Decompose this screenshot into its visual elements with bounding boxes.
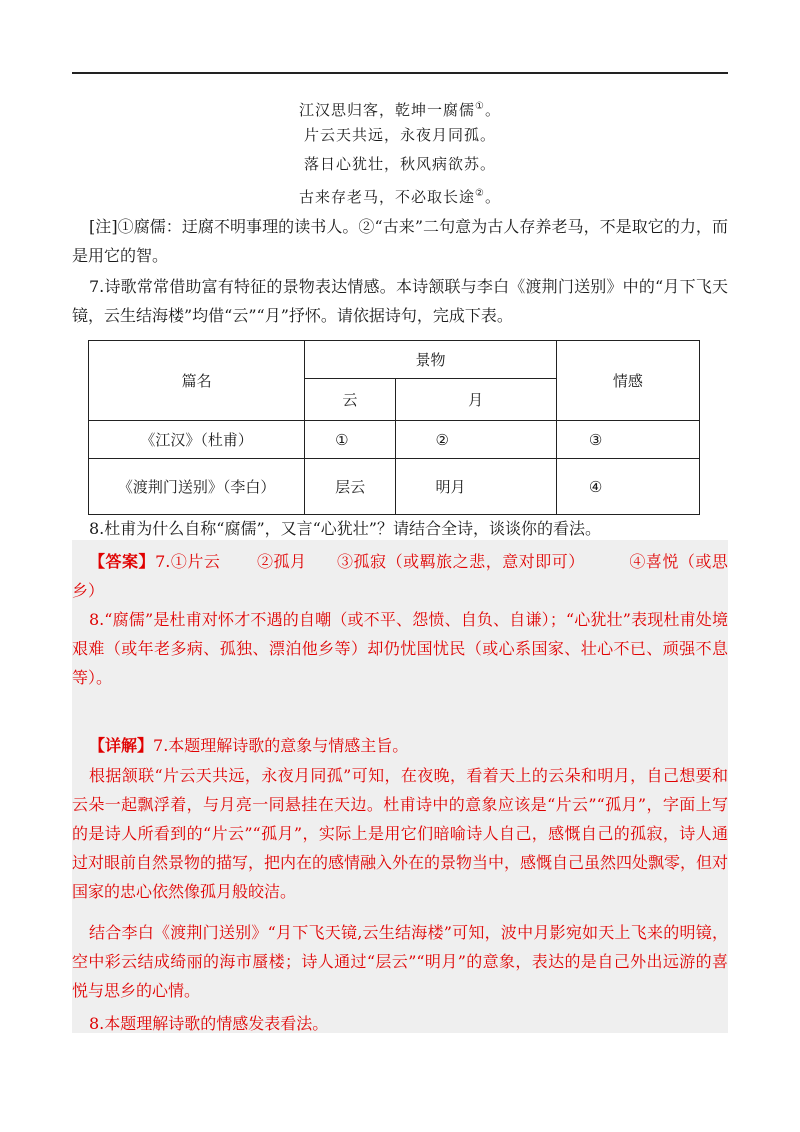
cell-moon: ② xyxy=(395,421,556,459)
cell-moon: 明月 xyxy=(395,459,556,515)
answer-label: 【答案】 xyxy=(89,552,156,571)
detail-7-paragraph-1: 根据颔联“片云天共远，永夜月同孤”可知，在夜晚，看着天上的云朵和明月，自己想要和云朵一起飘浮着，与月亮一同悬挂在天边。杜甫诗中的意象应该是“片云”“孤月”，字面上写的是诗人所看到的“片云”“孤月”，实际上是用它们暗喻诗人自己，感慨自己的孤寂，诗人通过对眼前自然景物的描写，把内在的感情融入外在的景物当中，感慨自己虽然四处飘零，但对国家的忠心依然像孤月般皎洁。 xyxy=(72,766,729,901)
poem-text: 古来存老马，不必取长途 xyxy=(299,188,476,206)
footnote-mark: ① xyxy=(475,101,485,112)
poem-line xyxy=(0,92,800,121)
poem-line: 片云天共远，永夜月同孤。 xyxy=(303,126,496,144)
poem xyxy=(0,92,800,208)
poem-punct: 。 xyxy=(484,188,501,206)
poem-line: 落日心犹壮，秋风病欲苏。 xyxy=(303,155,496,173)
question-8: 8.杜甫为什么自称“腐儒”，又言“心犹壮”？请结合全诗，谈谈你的看法。 xyxy=(89,519,601,538)
detail-label: 【详解】 xyxy=(89,736,154,755)
answer-item: ①片云 xyxy=(170,552,221,571)
detail-7-paragraph-2: 结合李白《渡荆门送别》“月下飞天镜,云生结海楼”可知，波中月影宛如天上飞来的明镜，空中彩云结成绮丽的海市蜃楼；诗人通过“层云”“明月”的意象，表达的是自己外出远游的喜悦与思乡的心情。 xyxy=(72,923,728,1000)
detail-heading: 7.本题理解诗歌的意象与情感主旨。 xyxy=(153,736,409,755)
answer-7 xyxy=(72,547,728,605)
header-rule xyxy=(72,72,728,74)
cell-cloud: 层云 xyxy=(305,459,395,515)
answer-item: ④喜悦（或思乡） xyxy=(72,552,728,600)
footnote-mark: ② xyxy=(475,188,485,199)
cell-emotion: ③ xyxy=(556,421,699,459)
answer-8: 8.“腐儒”是杜甫对怀才不遇的自嘲（或不平、怨愤、自负、自谦）；“心犹壮”表现杜甫处境艰难（或年老多病、孤独、漂泊他乡等）却仍忧国忧民（或心系国家、壮心不已、顽强不息等）。 xyxy=(72,610,728,687)
poem-punct: 。 xyxy=(484,101,501,119)
detail-8-title: 8.本题理解诗歌的情感发表看法。 xyxy=(89,1014,329,1033)
detail-7-title xyxy=(72,731,728,760)
answer-num: 7. xyxy=(155,552,171,571)
cell-emotion: ④ xyxy=(556,459,699,515)
answer-item: ③孤寂（或羁旅之悲，意对即可） xyxy=(336,552,585,571)
header-title: 篇名 xyxy=(89,341,305,421)
table-row xyxy=(89,421,700,459)
question-7: 7.诗歌常常借助富有特征的景物表达情感。本诗颔联与李白《渡荆门送别》中的“月下飞天镜，云生结海楼”均借“云”“月”抒怀。请依据诗句，完成下表。 xyxy=(72,277,728,325)
poem-line xyxy=(0,179,800,208)
cell-cloud: ① xyxy=(305,421,395,459)
header-cloud: 云 xyxy=(305,379,395,421)
poem-note: [注]①腐儒：迂腐不明事理的读书人。②“古来”二句意为古人存养老马，不是取它的力，而是用它的智。 xyxy=(72,217,728,265)
question-7-table xyxy=(88,340,700,515)
answer-item: ②孤月 xyxy=(256,552,307,571)
header-moon: 月 xyxy=(395,379,556,421)
header-emotion: 情感 xyxy=(556,341,699,421)
cell-title: 《江汉》（杜甫） xyxy=(89,421,305,459)
poem-text: 江汉思归客，乾坤一腐儒 xyxy=(299,101,476,119)
table-row xyxy=(89,459,700,515)
cell-title: 《渡荆门送别》（李白） xyxy=(89,459,305,515)
header-scene: 景物 xyxy=(305,341,557,379)
